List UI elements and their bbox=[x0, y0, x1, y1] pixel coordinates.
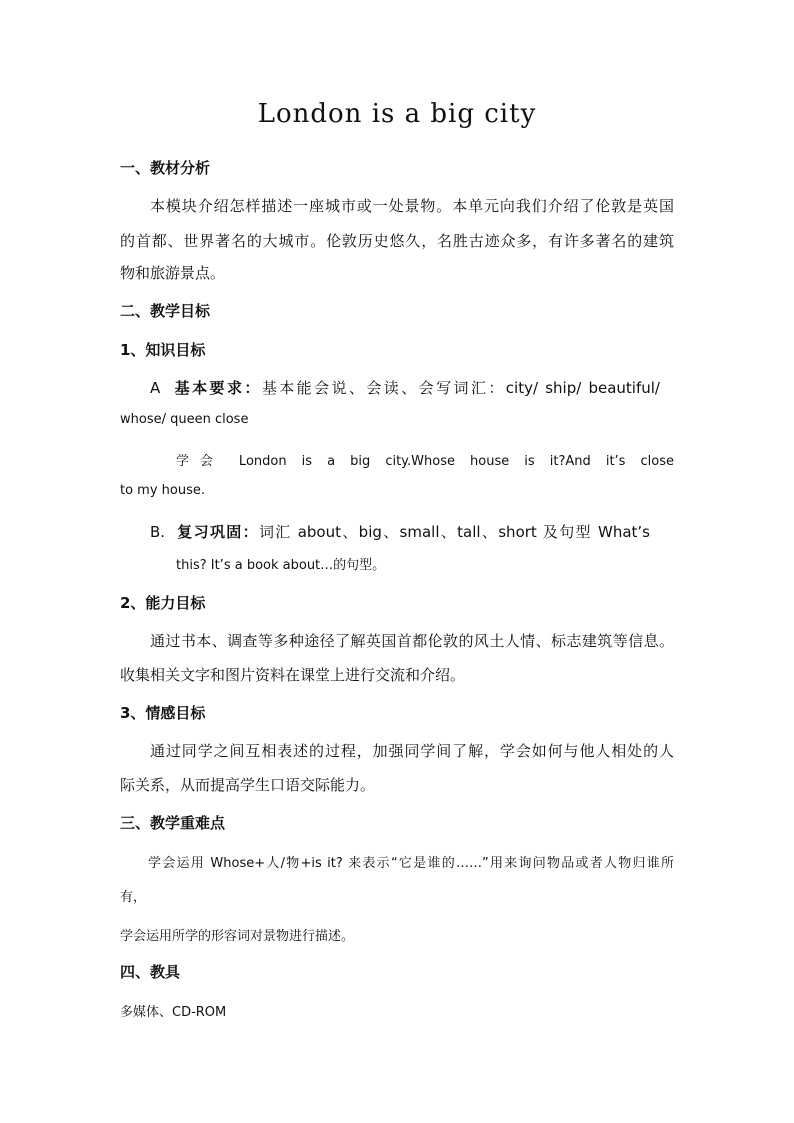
section-heading-textbook-analysis: 一、教材分析 bbox=[120, 159, 211, 177]
page-title: London is a big city bbox=[257, 99, 537, 129]
sentence-london: 学会 London is a big city. bbox=[176, 454, 412, 469]
paragraph-line: 本模块介绍怎样描述一座城市或一处景物。本单元向我们介绍了伦敦是英国 bbox=[150, 197, 674, 215]
subsection-heading-ability: 2、能力目标 bbox=[120, 594, 206, 612]
teaching-aids-list: 多媒体、CD-ROM bbox=[120, 1005, 227, 1020]
review-vocabulary: 词汇 about、big、small、tall、short 及句型 What’s bbox=[258, 523, 650, 541]
key-point-line-continued: 有， bbox=[120, 890, 147, 905]
paragraph-line: 际关系，从而提高学生口语交际能力。 bbox=[120, 776, 376, 794]
vocabulary-list: 基本能会说、会读、会写词汇：city/ ship/ beautiful/ bbox=[261, 379, 660, 397]
sentence-patterns-line bbox=[176, 450, 674, 469]
paragraph-line: 物和旅游景点。 bbox=[120, 264, 226, 282]
section-heading-teaching-goals: 二、教学目标 bbox=[120, 302, 211, 320]
item-prefix-a: A bbox=[150, 379, 161, 397]
paragraph-line: 通过书本、调查等多种途径了解英国首都伦敦的风土人情、标志建筑等信息。 bbox=[150, 632, 674, 650]
review-label: 复习巩固： bbox=[177, 523, 259, 541]
vocabulary-list-continued: whose/ queen close bbox=[120, 412, 249, 427]
key-point-line: 学会运用所学的形容词对景物进行描述。 bbox=[120, 929, 355, 944]
subsection-heading-knowledge: 1、知识目标 bbox=[120, 341, 206, 359]
sentence-close: And it’s close bbox=[565, 454, 674, 469]
paragraph-line: 的首都、世界著名的大城市。伦敦历史悠久，名胜古迹众多，有许多著名的建筑 bbox=[120, 232, 674, 250]
sentence-close-continued: to my house. bbox=[120, 483, 206, 498]
paragraph-line: 收集相关文字和图片资料在课堂上进行交流和介绍。 bbox=[120, 666, 466, 684]
basic-requirement-line bbox=[150, 377, 660, 398]
item-prefix-b: B. bbox=[150, 523, 166, 541]
paragraph-line: 通过同学之间互相表述的过程，加强同学间了解，学会如何与他人相处的人 bbox=[150, 742, 674, 760]
section-heading-teaching-aids: 四、教具 bbox=[120, 963, 181, 981]
review-pattern: this? It’s a book about…的句型。 bbox=[176, 558, 386, 573]
section-heading-key-points: 三、教学重难点 bbox=[120, 814, 226, 832]
key-point-line: 学会运用 Whose+人/物+is it? 来表示“它是谁的……”用来询问物品或者人物归谁所 bbox=[148, 856, 674, 871]
basic-requirement-label: 基本要求： bbox=[174, 379, 262, 397]
review-line bbox=[150, 521, 650, 542]
sentence-whose: Whose house is it? bbox=[411, 454, 566, 469]
subsection-heading-emotion: 3、情感目标 bbox=[120, 704, 206, 722]
